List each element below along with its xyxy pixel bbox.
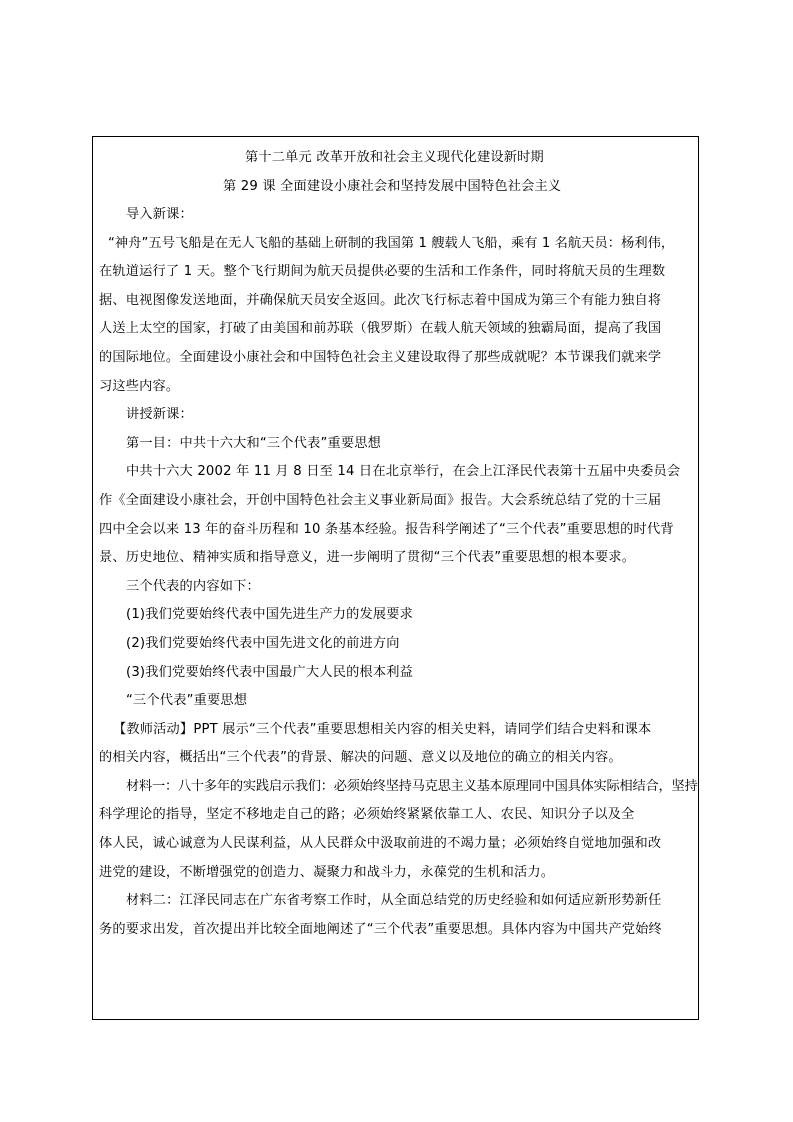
paragraph-line: 景、历史地位、精神实质和指导意义，进一步阐明了贯彻“三个代表”重要思想的根本要求。 (99, 550, 636, 566)
paragraph-line: 四中全会以来 13 年的奋斗历程和 10 条基本经验。报告科学阐述了“三个代表”重要思想的时代背 (99, 521, 674, 537)
paragraph-line: 人送上太空的国家，打破了由美国和前苏联（俄罗斯）在载人航天领域的独霸局面，提高了我国 (99, 321, 662, 337)
paragraph-line: 习这些内容。 (99, 378, 180, 394)
paragraph-line: 导入新课： (126, 207, 193, 222)
paragraph-line: “三个代表”重要思想 (126, 693, 248, 709)
paragraph-line: 材料一：八十多年的实践启示我们：必须始终坚持马克思主义基本原理同中国具体实际相结合，坚持 (126, 778, 698, 794)
subsection-heading: 第一目：中共十六大和“三个代表”重要思想 (126, 435, 382, 451)
paragraph-line: 中共十六大 2002 年 11 月 8 日至 14 日在北京举行，在会上江泽民代表第十五届中央委员会 (126, 464, 681, 480)
paragraph-line: 三个代表的内容如下： (126, 578, 260, 594)
lesson-title: 第 29 课 全面建设小康社会和坚持发展中国特色社会主义 (223, 179, 562, 194)
paragraph-line: 在轨道运行了 1 天。整个飞行期间为航天员提供必要的生活和工作条件，同时将航天员的生理数 (99, 264, 666, 280)
paragraph-line: 的国际地位。全面建设小康社会和中国特色社会主义建设取得了那些成就呢？本节课我们就来学 (99, 349, 662, 365)
section-heading: 讲授新课： (126, 407, 193, 423)
list-item: (2)我们党要始终代表中国先进文化的前进方向 (126, 635, 400, 651)
paragraph-line: 作《全面建设小康社会，开创中国特色社会主义事业新局面》报告。大会系统总结了党的十三届 (99, 492, 662, 508)
list-item: (3)我们党要始终代表中国最广大人民的根本利益 (126, 664, 414, 680)
paragraph-line: 进党的建设，不断增强党的创造力、凝聚力和战斗力，永葆党的生机和活力。 (99, 864, 555, 880)
paragraph-line: 材料二：江泽民同志在广东省考察工作时，从全面总结党的历史经验和如何适应新形势新任 (126, 893, 662, 909)
paragraph-line: “神舟”五号飞船是在无人飞船的基础上研制的我国第 1 艘载人飞船，乘有 1 名航天员：杨利伟， (108, 235, 675, 251)
paragraph-line: 【教师活动】PPT 展示“三个代表”重要思想相关内容的相关史料，请同学们结合史料和课本 (113, 721, 652, 737)
paragraph-line: 据、电视图像发送地面，并确保航天员安全返回。此次飞行标志着中国成为第三个有能力独自将 (99, 292, 662, 308)
paragraph-line: 体人民，诚心诚意为人民谋利益，从人民群众中汲取前进的不竭力量；必须始终自觉地加强和改 (99, 836, 662, 852)
document-body (99, 143, 697, 944)
list-item: (1)我们党要始终代表中国先进生产力的发展要求 (126, 607, 414, 623)
paragraph-line: 务的要求出发，首次提出并比较全面地阐述了“三个代表”重要思想。具体内容为中国共产党始终 (99, 921, 662, 937)
paragraph-line: 的相关内容，概括出“三个代表”的背景、解决的问题、意义以及地位的确立的相关内容。 (99, 750, 622, 766)
unit-title: 第十二单元 改革开放和社会主义现代化建设新时期 (245, 150, 544, 165)
paragraph-line: 科学理论的指导，坚定不移地走自己的路；必须始终紧紧依靠工人、农民、知识分子以及全 (99, 807, 635, 823)
